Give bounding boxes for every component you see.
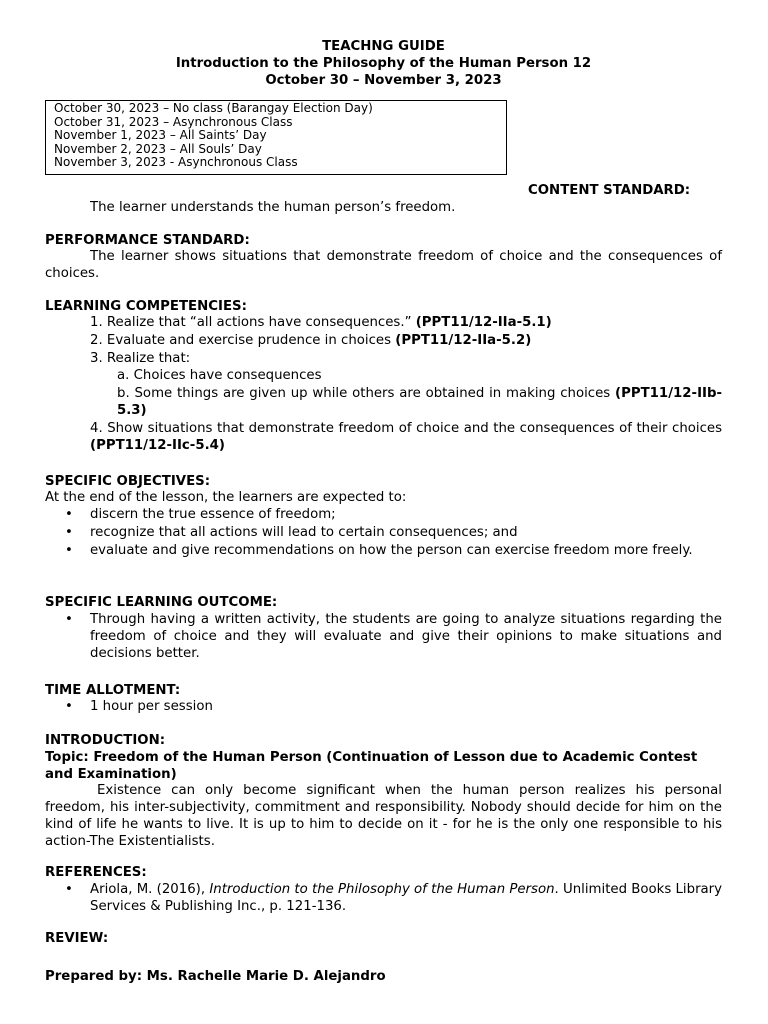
list-item: recognize that all actions will lead to certain consequences; and [90,525,518,540]
competency-subitem: a. Choices have consequences [117,368,322,383]
competency-item [90,314,552,331]
competency-code: (PPT11/12-IIb-5.3) [117,386,722,418]
schedule-item: November 2, 2023 – All Souls’ Day [54,141,262,156]
references-list [45,881,722,917]
learning-outcome-list [45,611,722,667]
competency-text: 2. Evaluate and exercise prudence in choices [90,333,392,348]
objectives-list [45,506,722,576]
bullet-icon: • [65,507,73,522]
list-item: evaluate and give recommendations on how the person can exercise freedom more freely. [90,543,693,558]
list-item [90,881,722,915]
competency-text: 1. Realize that “all actions have consequences.” [90,315,412,330]
performance-standard-text: The learner shows situations that demonstrate freedom of choice and the consequences of choices. [45,249,722,281]
schedule-item: October 30, 2023 – No class (Barangay Election Day) [54,101,373,115]
schedule-item: October 31, 2023 – Asynchronous Class [54,114,293,129]
list-item: 1 hour per session [90,699,213,714]
schedule-box [45,100,507,175]
competency-item: 3. Realize that: [90,351,191,366]
introduction-text: Existence can only become significant when the human person realizes his personal freedom, his inter-subjectivity, commitment and responsibility. Nobody should decide for him on the kind of life he wants to live. It is up to him to decide on it - for he is the only one responsible to his action-The Existentialists. [45,783,722,849]
time-allotment-heading: TIME ALLOTMENT: [45,683,181,698]
competency-text: 4. Show situations that demonstrate freedom of choice and the consequences of their choices [90,421,722,436]
content-standard-text: The learner understands the human person’s freedom. [90,200,456,215]
schedule-item: November 3, 2023 - Asynchronous Class [54,155,298,170]
objectives-intro: At the end of the lesson, the learners are expected to: [45,490,407,505]
references-heading: REFERENCES: [45,865,147,880]
reference-publisher: . Unlimited Books Library Services & Publishing Inc., p. 121-136. [90,882,723,914]
competency-code: (PPT11/12-IIa-5.1) [415,315,552,330]
subject-title: Introduction to the Philosophy of the Human Person 12 [175,56,592,71]
schedule-item: November 1, 2023 – All Saints’ Day [54,128,267,143]
content-standard-heading: CONTENT STANDARD: [528,183,691,198]
reference-book-title: Introduction to the Philosophy of the Human Person [209,882,555,897]
date-range: October 30 – November 3, 2023 [265,73,502,88]
list-item: Through having a written activity, the students are going to analyze situations regarding the freedom of choice and they will evaluate and give their opinions to make situations and decisions better. [90,612,722,661]
competency-code: (PPT11/12-IIc-5.4) [90,438,225,453]
document-title: TEACHNG GUIDE [322,39,445,54]
bullet-icon: • [65,543,73,558]
learning-outcome-heading: SPECIFIC LEARNING OUTCOME: [45,595,278,610]
performance-standard-heading: PERFORMANCE STANDARD: [45,233,250,248]
competency-item [90,420,722,454]
bullet-icon: • [65,525,73,540]
list-item: discern the true essence of freedom; [90,507,336,522]
prepared-by: Prepared by: Ms. Rachelle Marie D. Alejandro [45,969,386,984]
document-header [45,38,722,89]
introduction-topic: Topic: Freedom of the Human Person (Continuation of Lesson due to Academic Contest and Examination) [45,750,698,782]
competency-text: b. Some things are given up while others are obtained in making choices [117,386,611,401]
review-heading: REVIEW: [45,931,109,946]
specific-objectives-heading: SPECIFIC OBJECTIVES: [45,474,211,489]
competency-code: (PPT11/12-IIa-5.2) [395,333,532,348]
bullet-icon: • [65,699,73,714]
competency-item [90,332,531,349]
competency-subitem [117,385,722,419]
bullet-icon: • [65,882,73,897]
reference-author: Ariola, M. (2016), [90,882,206,897]
bullet-icon: • [65,612,73,627]
time-allotment-list [45,698,722,716]
introduction-heading: INTRODUCTION: [45,733,166,748]
learning-competencies-heading: LEARNING COMPETENCIES: [45,299,247,314]
